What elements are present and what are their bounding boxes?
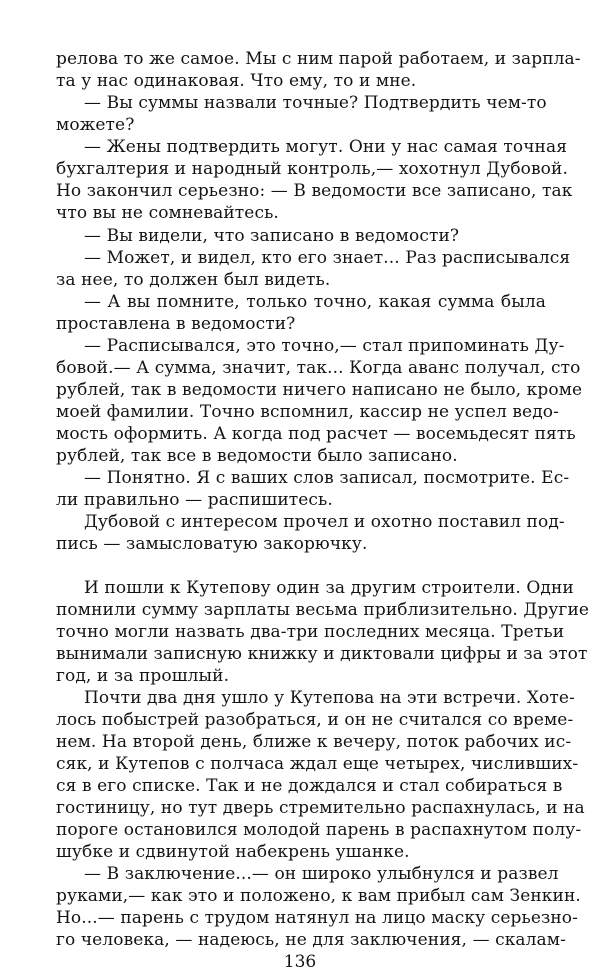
text-line: рублей, так все в ведомости было записано.	[56, 446, 458, 466]
text-line: сяк, и Кутепов с полчаса ждал еще четырех, числивших-	[56, 754, 579, 774]
text-line: рублей, так в ведомости ничего написано не было, кроме	[56, 380, 583, 400]
text-line: за нее, то должен был видеть.	[56, 270, 331, 290]
text-line: руками,— как это и положено, к вам прибыл сам Зенкин.	[56, 886, 581, 906]
text-line: — Может, и видел, кто его знает... Раз расписывался	[84, 248, 571, 268]
text-line: ли правильно — распишитесь.	[56, 490, 333, 510]
text-line: помнили сумму зарплаты весьма приблизительно. Другие	[56, 600, 590, 620]
text-line: — Жены подтвердить могут. Они у нас самая точная	[84, 137, 568, 157]
text-line: релова то же самое. Мы с ним парой работаем, и зарпла-	[56, 49, 581, 69]
text-line: лось побыстрей разобраться, и он не считался со време-	[56, 710, 574, 730]
text-line: Но закончил серьезно: — В ведомости все записано, так	[56, 181, 573, 201]
text-line: нем. На второй день, ближе к вечеру, поток рабочих ис-	[56, 732, 572, 752]
text-line: можете?	[56, 115, 135, 135]
page-number: 136	[283, 952, 317, 972]
text-line: го человека, — надеюсь, не для заключения, — скалам-	[56, 930, 566, 950]
text-line: — Расписывался, это точно,— стал припоминать Ду-	[84, 336, 565, 356]
text-line: Но...— парень с трудом натянул на лицо маску серьезно-	[56, 908, 578, 928]
text-line: бовой.— А сумма, значит, так... Когда аванс получал, сто	[56, 358, 581, 378]
text-line: бухгалтерия и народный контроль,— хохотнул Дубовой.	[56, 159, 568, 179]
text-line: точно могли назвать два-три последних месяца. Третьи	[56, 622, 565, 642]
text-line: Почти два дня ушло у Кутепова на эти встречи. Хоте-	[84, 688, 575, 708]
text-line: гостиницу, но тут дверь стремительно распахнулась, и на	[56, 798, 585, 818]
text-line: Дубовой с интересом прочел и охотно поставил под-	[84, 512, 565, 532]
text-line: И пошли к Кутепову один за другим строители. Одни	[84, 578, 574, 598]
text-line: год, и за прошлый.	[56, 666, 230, 686]
text-line: моей фамилии. Точно вспомнил, кассир не успел ведо-	[56, 402, 559, 422]
text-line: — Вы видели, что записано в ведомости?	[84, 226, 460, 246]
text-line: ся в его списке. Так и не дождался и стал собираться в	[56, 776, 563, 796]
text-line: — А вы помните, только точно, какая сумма была	[84, 292, 546, 312]
text-line: — В заключение...— он широко улыбнулся и развел	[84, 864, 559, 884]
text-line: та у нас одинаковая. Что ему, то и мне.	[56, 71, 417, 91]
text-line: шубке и сдвинутой набекрень ушанке.	[56, 842, 410, 862]
text-line: мость оформить. А когда под расчет — восемьдесят пять	[56, 424, 576, 444]
text-line: пороге остановился молодой парень в распахнутом полу-	[56, 820, 582, 840]
text-line: что вы не сомневайтесь.	[56, 203, 279, 223]
text-line: вынимали записную книжку и диктовали цифры и за этот	[56, 644, 588, 664]
text-line: проставлена в ведомости?	[56, 314, 296, 334]
text-line: — Вы суммы назвали точные? Подтвердить чем-то	[84, 93, 547, 113]
text-line: — Понятно. Я с ваших слов записал, посмотрите. Ес-	[84, 468, 570, 488]
text-line: пись — замысловатую закорючку.	[56, 534, 368, 554]
